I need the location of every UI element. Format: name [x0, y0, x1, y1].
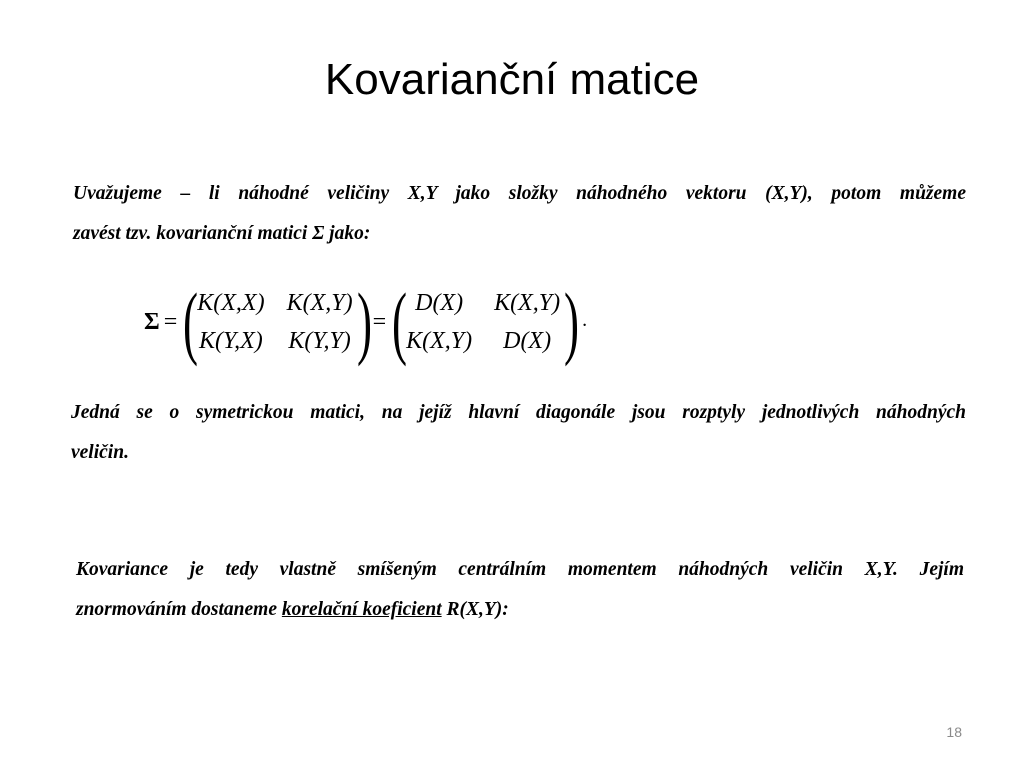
right-paren-1: ) [356, 276, 372, 367]
intro-paragraph [73, 174, 966, 254]
intro-line-1: Uvažujeme – li náhodné veličiny X,Y jako složky náhodného vektoru (X,Y), potom můžeme [73, 183, 966, 204]
symmetric-line-2: veličin. [71, 442, 129, 463]
intro-line-2: zavést tzv. kovarianční matici Σ jako: [73, 223, 371, 244]
matrix-cell-k-xx: K(X,X) [197, 290, 265, 316]
equals-sign-2: = [372, 308, 387, 335]
correlation-line-2 [76, 590, 964, 630]
correlation-paragraph [76, 550, 964, 630]
correlation-line-2-prefix: znormováním dostaneme [76, 599, 277, 620]
covariance-matrix-right [406, 287, 560, 357]
covariance-matrix-equation [144, 276, 588, 367]
equals-sign-1: = [163, 308, 178, 335]
covariance-matrix-left [197, 287, 352, 357]
matrix-cell-k-xy-lower: K(X,Y) [406, 328, 473, 354]
matrix-cell-k-xy: K(X,Y) [286, 290, 353, 316]
symmetric-line-1: Jedná se o symetrickou matici, na jejíž hlavní diagonále jsou rozptyly jednotlivých náhodných [71, 402, 966, 423]
matrix-cell-d-x: D(X) [415, 290, 464, 316]
correlation-line-2-suffix: R(X,Y): [446, 599, 509, 620]
correlation-line-1: Kovariance je tedy vlastně smíšeným centrálním momentem náhodných veličin X,Y. Jejím [76, 559, 964, 580]
page-number: 18 [946, 724, 962, 740]
symmetric-matrix-paragraph [71, 393, 966, 473]
matrix-cell-k-xy-upper: K(X,Y) [494, 290, 561, 316]
matrix-cell-d-x-lower: D(X) [503, 328, 552, 354]
slide-title: Kovarianční matice [324, 55, 700, 104]
matrix-cell-k-yx: K(Y,X) [199, 328, 263, 354]
left-paren-1: ( [183, 276, 199, 367]
correlation-coefficient-term: korelační koeficient [281, 599, 442, 620]
sigma-symbol: Σ [144, 308, 160, 335]
equation-period: . [582, 309, 588, 331]
left-paren-2: ( [392, 276, 408, 367]
matrix-cell-k-yy: K(Y,Y) [288, 328, 351, 354]
right-paren-2: ) [564, 276, 580, 367]
